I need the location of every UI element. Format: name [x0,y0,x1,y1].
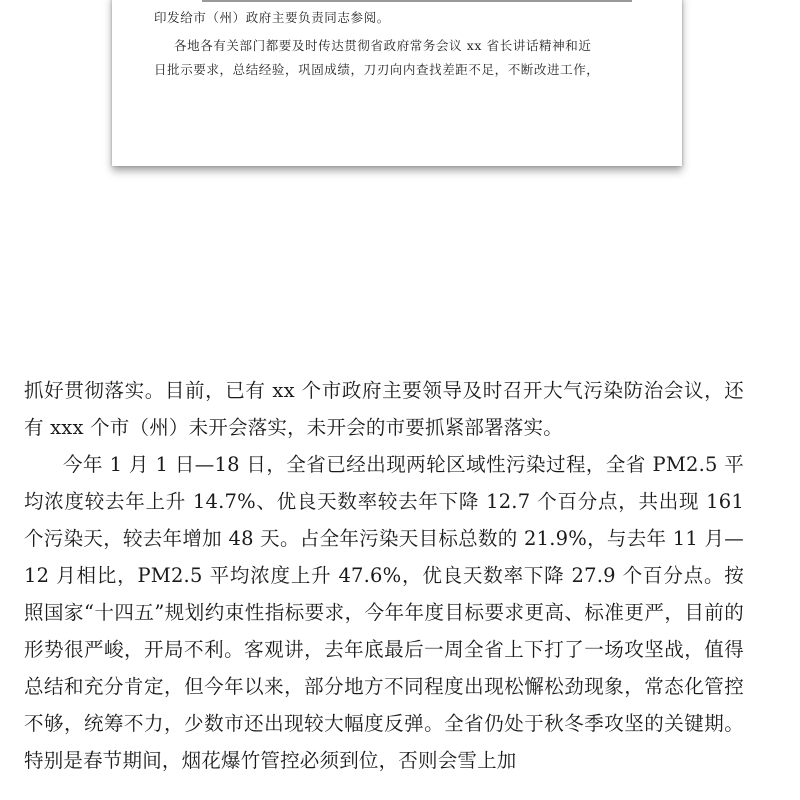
card-text-line: 各地各有关部门都要及时传达贯彻省政府常务会议 xx 省长讲话精神和近 [174,38,592,53]
document-body [24,372,744,779]
card-text-line: 印发给市（州）政府主要负责同志参阅。 [154,10,390,25]
body-paragraph: 今年 1 月 1 日—18 日，全省已经出现两轮区域性污染过程，全省 PM2.5 平均浓度较去年上升 14.7%、优良天数率较去年下降 12.7 个百分点，共出现 161 个污染天，较去年增加 48 天。占全年污染天目标总数的 21.9%，与去年 11 月—12 月相比，PM2.5 平均浓度上升 47.6%，优良天数率下降 27.9 个百分点。按照国家“十四五”规划约束性指标要求，今年年度目标要求更高、标准更严，目前的形势很严峻，开局不利。客观讲，去年底最后一周全省上下打了一场攻坚战，值得总结和充分肯定，但今年以来，部分地方不同程度出现松懈松劲现象，常态化管控不够，统筹不力，少数市还出现较大幅度反弹。全省仍处于秋冬季攻坚的关键期。特别是春节期间，烟花爆竹管控必须到位，否则会雪上加 [24,453,744,772]
card-cropped-text-line [202,0,632,2]
document-thumbnail-card [112,0,682,166]
body-paragraph: 抓好贯彻落实。目前，已有 xx 个市政府主要领导及时召开大气污染防治会议，还有 xxx 个市（州）未开会落实，未开会的市要抓紧部署落实。 [24,379,744,439]
card-text-line: 日批示要求，总结经验，巩固成绩，刀刃向内查找差距不足，不断改进工作， [154,62,600,77]
